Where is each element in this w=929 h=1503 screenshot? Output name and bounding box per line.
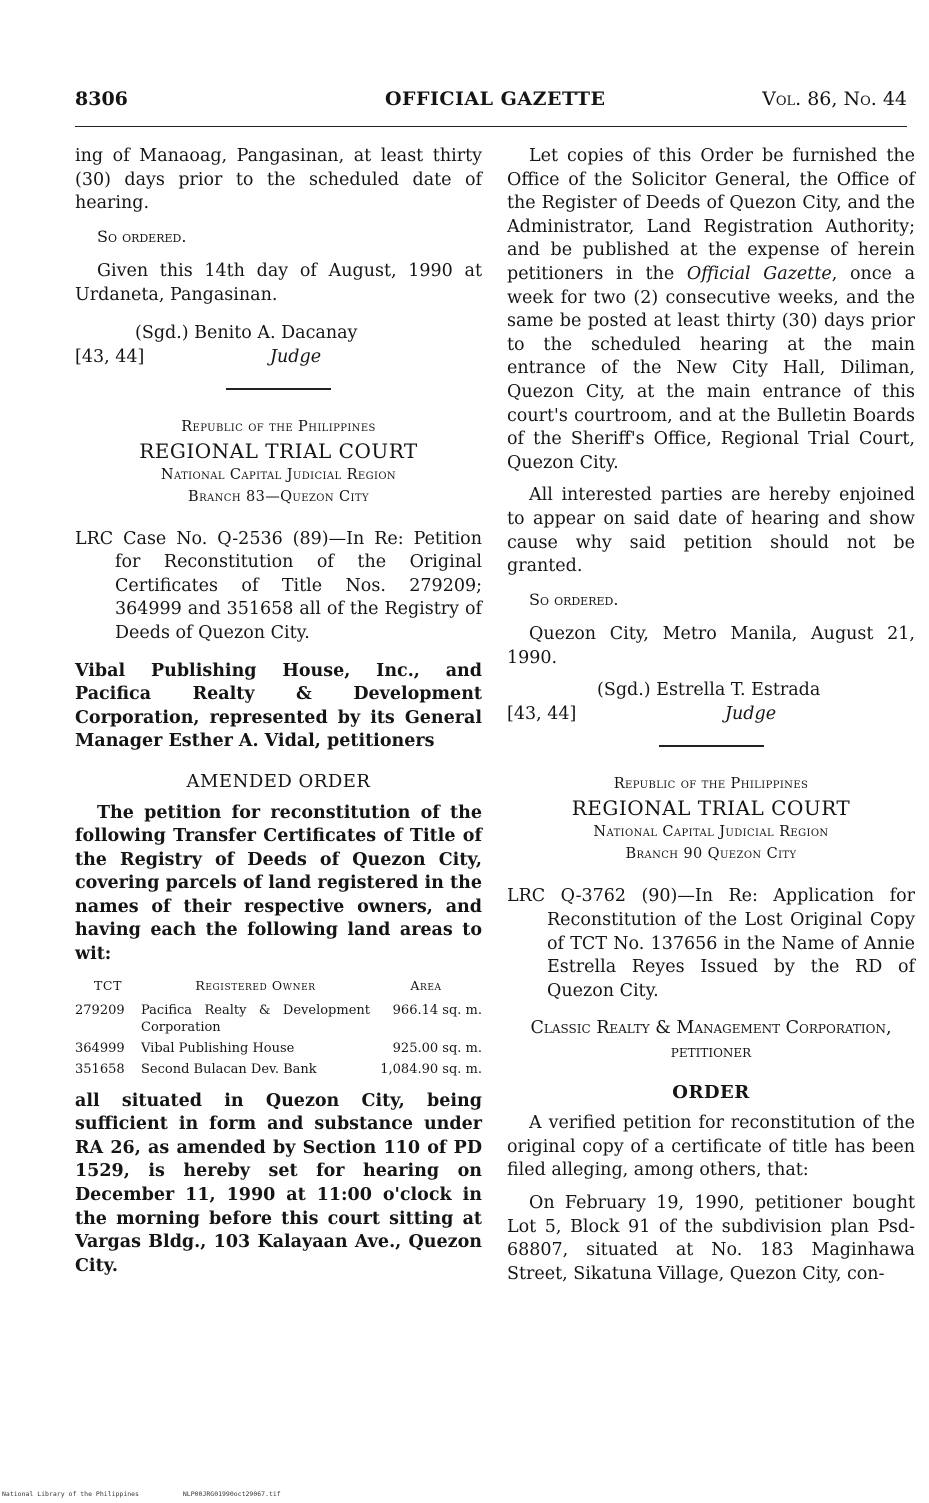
court-name: REGIONAL TRIAL COURT — [139, 438, 418, 463]
owner-cell: Pacifica Realty & Development Corporation — [141, 1002, 370, 1035]
signature-line — [507, 679, 915, 703]
publication-text-a: Let copies of this Order be furnished the Office of the Solicitor General, the Office of the Register of Deeds of Quezon City, and the Administrator, Land Registration Authority; and be published at the expense of herein petitioners in the — [507, 146, 915, 284]
signature-sub-line — [507, 703, 915, 727]
judge-signature: (Sgd.) Benito A. Dacanay — [135, 322, 358, 343]
order-heading: ORDER — [672, 1081, 750, 1103]
court-branch: Branch 90 Quezon City — [625, 846, 797, 863]
column-header: Area — [410, 977, 442, 993]
parties: Vibal Publishing House, Inc., and Pacifica Realty & Development Corporation, represented by its General Manager Esther A. Vidal, petitioners — [75, 660, 482, 752]
library-label: National Library of the Philippines — [2, 1490, 139, 1498]
tct-cell: 279209 — [75, 1002, 125, 1018]
page-number: 8306 — [75, 88, 128, 110]
area-cell: 925.00 sq. m. — [392, 1040, 482, 1056]
tct-cell: 351658 — [75, 1061, 125, 1077]
allegation-paragraph: On February 19, 1990, petitioner bought Lot 5, Block 91 of the subdivision plan Psd-68807, situated at No. 183 Maginhawa Street, Sikatuna Village, Quezon City, con- — [507, 1193, 915, 1284]
owner-cell: Vibal Publishing House — [141, 1040, 295, 1056]
case-title: LRC Q-3762 (90)—In Re: Application for Reconstitution of the Lost Original Copy of TCT No. 137656 in the Name of Annie Estrella Reyes Issued by the RD of Quezon City. — [507, 886, 915, 1001]
issue-reference: [43, 44] — [75, 346, 145, 367]
table-header-row — [75, 976, 482, 1000]
column-header: Registered Owner — [195, 977, 316, 993]
area-cell: 1,084.90 sq. m. — [380, 1061, 482, 1077]
issue-reference: [43, 44] — [507, 704, 577, 725]
signature-line — [75, 322, 482, 346]
gazette-italic: Official Gazette — [686, 263, 832, 284]
section-divider — [226, 388, 331, 390]
publication-paragraph — [507, 145, 915, 475]
table-row — [75, 1059, 482, 1080]
tct-cell: 364999 — [75, 1040, 125, 1056]
court-republic: Republic of the Philippines — [613, 776, 809, 793]
given-date: Given this 14th day of August, 1990 at Urdaneta, Pangasinan. — [75, 261, 482, 305]
court-name: REGIONAL TRIAL COURT — [571, 796, 851, 821]
hearing-paragraph: all situated in Quezon City, being sufficient in form and substance under RA 26, as amended by Section 110 of PD 1529, is hereby set for hearing on December 11, 1990 at 11:00 o'clock in the morning before this court sitting at Vargas Bldg., 103 Kalayaan Ave., Quezon City. — [75, 1090, 482, 1276]
page-header — [75, 88, 907, 116]
so-ordered: So ordered. — [97, 226, 187, 246]
area-cell: 966.14 sq. m. — [392, 1002, 482, 1018]
header-rule — [75, 126, 907, 127]
judge-signature: (Sgd.) Estrella T. Estrada — [597, 680, 821, 701]
court-region: National Capital Judicial Region — [593, 824, 829, 841]
left-column — [75, 145, 482, 1287]
court-republic: Republic of the Philippines — [181, 418, 376, 435]
continued-paragraph: ing of Manaoag, Pangasinan, at least thirty (30) days prior to the scheduled date of hearing. — [75, 146, 482, 214]
file-label: NLP00JRG01990oct29067.tif — [182, 1490, 281, 1498]
court-branch: Branch 83—Quezon City — [188, 488, 369, 505]
enjoin-paragraph: All interested parties are hereby enjoined to appear on said date of hearing and show cause why said petition should not be granted. — [507, 485, 915, 577]
court-region: National Capital Judicial Region — [160, 466, 397, 483]
volume-number: Vol. 86, No. 44 — [762, 88, 907, 110]
publication-text-b: , once a week for two (2) consecutive weeks, and the same be posted at least thirty (30) days prior to the scheduled hearing at the main entrance of the New City Hall, Diliman, Quezon City, at the main entrance of this court's courtroom, and at the Bulletin Boards of the Sheriff's Office, Regional Trial Court, Quezon City. — [507, 263, 916, 473]
publication-title: OFFICIAL GAZETTE — [385, 88, 606, 110]
judge-title: Judge — [725, 704, 777, 725]
section-divider — [659, 745, 764, 747]
order-paragraph: A verified petition for reconstitution of the original copy of a certificate of title has been filed alleging, among others, that: — [507, 1113, 915, 1181]
table-row — [75, 1000, 482, 1038]
owner-cell: Second Bulacan Dev. Bank — [141, 1061, 317, 1077]
order-date: Quezon City, Metro Manila, August 21, 1990. — [507, 624, 915, 668]
right-column — [507, 145, 915, 1295]
so-ordered: So ordered. — [529, 589, 619, 609]
signature-sub-line — [75, 346, 482, 370]
scan-footer — [2, 1490, 321, 1498]
land-area-table — [75, 976, 482, 1080]
order-paragraph: The petition for reconstitution of the following Transfer Certificates of Title of the Registry of Deeds of Quezon City, covering parcels of land registered in the names of their respective owners, and having each the following land areas to wit: — [75, 802, 482, 965]
table-row — [75, 1038, 482, 1059]
order-heading: AMENDED ORDER — [186, 770, 371, 792]
column-header: TCT — [93, 977, 123, 993]
judge-title: Judge — [270, 346, 322, 367]
case-title: LRC Case No. Q-2536 (89)—In Re: Petition for Reconstitution of the Original Certificates of Title Nos. 279209; 364999 and 351658 all of the Registry of Deeds of Quezon City. — [75, 528, 482, 643]
parties: Classic Realty & Management Corporation, petitioner — [530, 1018, 892, 1063]
